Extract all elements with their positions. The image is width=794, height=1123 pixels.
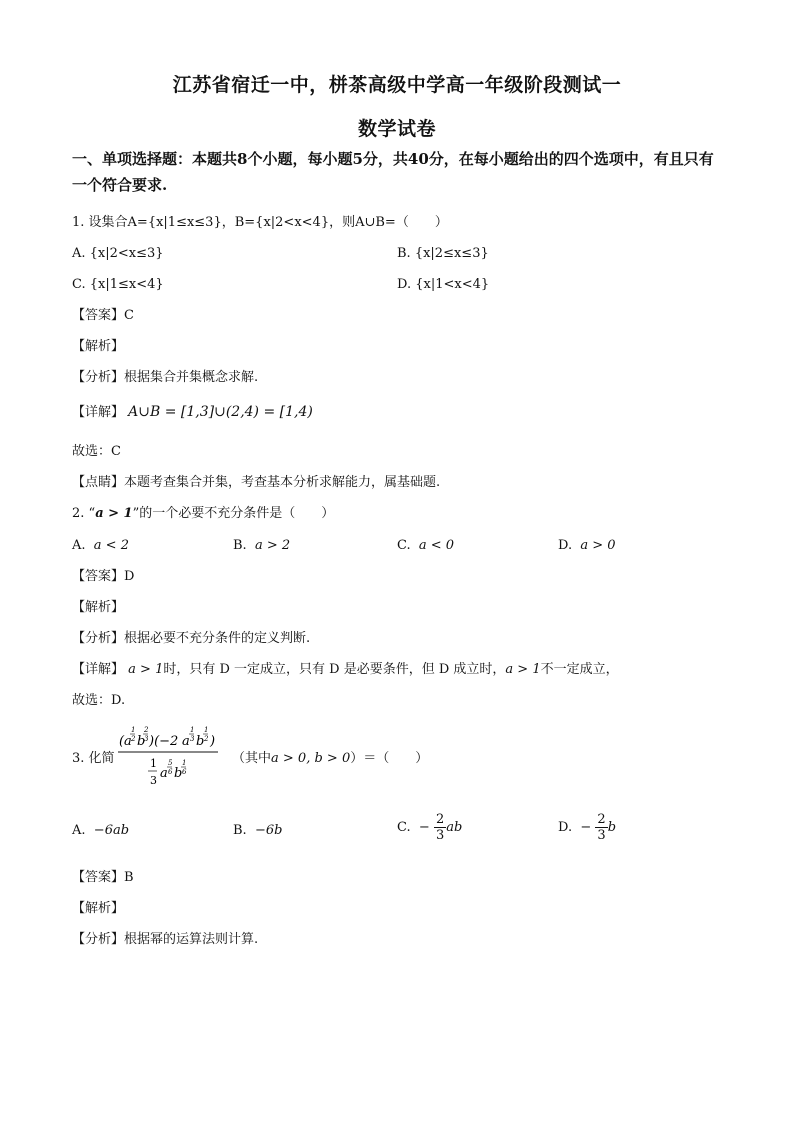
page-subtitle: 数学试卷 <box>357 118 436 140</box>
q3-option-c-sign: − <box>418 820 430 835</box>
q2-option-a-math: a < 2 <box>93 538 129 553</box>
q1-option-c: C. {x|1≤x<4} <box>72 277 164 292</box>
q3-option-d-denominator: 3 <box>597 828 606 843</box>
q3-option-b <box>233 822 282 840</box>
q1-stem: 1. 设集合A={x|1≤x≤3}，B={x|2<x<4}，则A∪B=（ ） <box>72 215 448 230</box>
q1-option-b: B. {x|2≤x≤3} <box>397 246 489 261</box>
q3-condition-math: a > 0, b > 0 <box>271 751 351 766</box>
q2-option-c-label: C. <box>397 538 411 553</box>
q3-expression-svg <box>118 720 228 796</box>
q2-option-d-label: D. <box>558 538 573 553</box>
q3-fenxi: 【分析】根据幂的运算法则计算. <box>72 932 259 947</box>
q2-stem <box>72 505 334 523</box>
q3-option-c-var: ab <box>446 820 463 835</box>
q3-option-a-math: −6ab <box>93 823 130 838</box>
svg-text:b: b <box>196 734 205 749</box>
q1-answer: 【答案】C <box>72 308 134 323</box>
q1-dianjing: 【点睛】本题考查集合并集，考查基本分析求解能力，属基础题. <box>72 475 441 490</box>
q2-option-c-math: a < 0 <box>418 538 455 553</box>
q3-option-c-denominator: 3 <box>435 828 445 843</box>
q2-xiangjie-text-2: 不一定成立， <box>540 662 619 677</box>
svg-text:a: a <box>182 734 190 749</box>
q3-option-c-fraction <box>434 812 446 843</box>
svg-text:6: 6 <box>182 768 187 776</box>
q2-xiangjie-text-1: 时，只有 D 一定成立，只有 D 是必要条件，但 D 成立时， <box>163 662 506 677</box>
q1-xiangjie <box>72 403 313 422</box>
q3-option-d-numerator: 2 <box>597 812 606 827</box>
q2-option-b-math: a > 2 <box>254 538 291 553</box>
q2-stem-post: ”的一个必要不充分条件是（ ） <box>132 506 335 521</box>
q2-xiangjie-label: 【详解】 <box>72 662 125 677</box>
q2-stem-pre: 2. “ <box>72 506 96 521</box>
svg-text:1: 1 <box>150 757 157 770</box>
q2-xiangjie-math-2: a > 1 <box>505 662 541 677</box>
q1-fenxi: 【分析】根据集合并集概念求解. <box>72 370 259 385</box>
svg-text:2: 2 <box>204 735 209 743</box>
q3-option-a <box>72 822 129 840</box>
q3-expression <box>118 720 228 796</box>
q2-option-d-math: a > 0 <box>580 538 616 553</box>
svg-text:1: 1 <box>131 726 136 734</box>
q2-option-d <box>558 537 616 555</box>
page-title: 江苏省宿迁一中，栟茶高级中学高一年级阶段测试一 <box>172 74 622 96</box>
q3-answer: 【答案】B <box>72 870 134 885</box>
section-heading: 一、单项选择题：本题共8个小题，每小题5分，共40分，在每小题给出的四个选项中，有且只有一个符合要求. <box>72 150 714 194</box>
q1-guxuan: 故选：C <box>72 444 121 459</box>
q3-option-c-numerator: 2 <box>435 812 445 827</box>
q2-xiangjie-math-1: a > 1 <box>128 662 164 677</box>
q3-option-d-label: D. <box>558 820 573 835</box>
q3-option-b-label: B. <box>233 823 247 838</box>
q3-option-c-label: C. <box>397 820 411 835</box>
q2-guxuan: 故选：D. <box>72 693 126 708</box>
svg-text:3: 3 <box>190 735 195 743</box>
q3-option-d-fraction <box>595 812 607 843</box>
svg-text:3: 3 <box>150 774 157 787</box>
q2-option-a-label: A. <box>72 538 86 553</box>
svg-text:2: 2 <box>131 735 136 743</box>
svg-text:): ) <box>210 734 216 749</box>
q3-option-c <box>397 812 462 843</box>
q2-answer: 【答案】D <box>72 569 135 584</box>
q3-option-d-sign: − <box>580 820 592 835</box>
svg-text:1: 1 <box>190 726 195 734</box>
svg-text:2: 2 <box>144 726 149 734</box>
q3-jiexi: 【解析】 <box>72 901 125 916</box>
q2-option-b-label: B. <box>233 538 247 553</box>
q1-option-d: D. {x|1<x<4} <box>397 277 490 292</box>
q2-xiangjie <box>72 661 619 679</box>
q3-stem-pre: 3. 化简 <box>72 751 115 766</box>
svg-text:5: 5 <box>168 759 173 767</box>
q3-condition-post: ）＝（ ） <box>350 751 429 766</box>
q1-option-a: A. {x|2<x≤3} <box>72 246 164 261</box>
q1-xiangjie-label: 【详解】 <box>72 405 125 420</box>
q1-xiangjie-math: A∪B = [1,3]∪(2,4) = [1,4) <box>128 404 313 420</box>
svg-text:b: b <box>174 766 183 781</box>
q2-fenxi: 【分析】根据必要不充分条件的定义判断. <box>72 631 311 646</box>
svg-text:1: 1 <box>182 759 187 767</box>
q2-option-c <box>397 537 454 555</box>
svg-text:3: 3 <box>144 735 149 743</box>
q3-option-b-math: −6b <box>254 823 283 838</box>
svg-text:)(−2: )(−2 <box>149 734 179 749</box>
q3-condition <box>232 750 428 768</box>
svg-text:b: b <box>137 734 146 749</box>
svg-text:(: ( <box>119 734 125 749</box>
q2-jiexi: 【解析】 <box>72 600 125 615</box>
svg-text:a: a <box>160 766 168 781</box>
q2-stem-math: a > 1 <box>95 506 133 521</box>
q3-option-a-label: A. <box>72 823 86 838</box>
svg-text:1: 1 <box>204 726 209 734</box>
svg-text:6: 6 <box>168 768 173 776</box>
svg-text:a: a <box>124 734 132 749</box>
q3-option-d <box>558 812 616 843</box>
q2-option-b <box>233 537 290 555</box>
q2-option-a <box>72 537 129 555</box>
q3-option-d-var: b <box>607 820 617 835</box>
q1-jiexi: 【解析】 <box>72 339 125 354</box>
q3-condition-pre: （其中 <box>232 751 272 766</box>
